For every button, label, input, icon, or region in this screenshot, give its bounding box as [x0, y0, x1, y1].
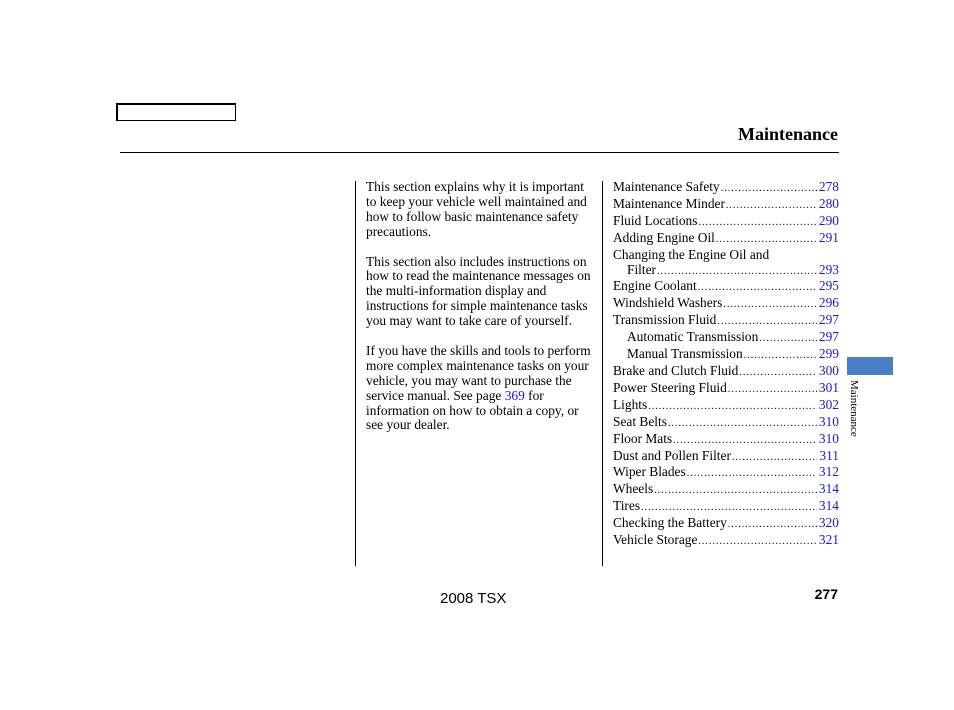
- intro-paragraph-3-before: If you have the skills and tools to perform more complex maintenance tasks on your vehicle, you may want to purchase the service manual. See page: [366, 342, 591, 403]
- toc-page-link[interactable]: 280: [818, 195, 839, 211]
- toc-page-link[interactable]: 296: [818, 295, 839, 311]
- toc-entry[interactable]: [613, 214, 839, 231]
- page-link-369[interactable]: 369: [504, 387, 525, 403]
- toc-entry[interactable]: [613, 381, 839, 398]
- nav-button-box[interactable]: [116, 103, 236, 121]
- column-divider-right: [602, 181, 603, 566]
- intro-text: [366, 180, 596, 448]
- toc-leader-dots: [698, 535, 817, 550]
- toc-leader-dots: [654, 484, 817, 499]
- toc-leader-dots: [648, 400, 817, 415]
- toc-entry[interactable]: [613, 432, 839, 449]
- toc-entry[interactable]: [613, 313, 839, 330]
- toc-leader-dots: [687, 467, 817, 482]
- toc-entry[interactable]: [613, 279, 839, 296]
- toc-page-link[interactable]: 314: [818, 498, 839, 514]
- toc-page-link[interactable]: 278: [818, 179, 839, 194]
- toc-label: Seat Belts: [613, 413, 667, 429]
- toc-leader-dots: [728, 518, 817, 533]
- toc-entry[interactable]: [613, 516, 839, 533]
- toc-entry[interactable]: [613, 347, 839, 364]
- toc-page-link[interactable]: 290: [818, 212, 839, 228]
- toc-label: Changing the Engine Oil and: [613, 246, 770, 262]
- toc-entry[interactable]: [613, 533, 839, 550]
- toc-label: Engine Coolant: [613, 278, 697, 294]
- toc-leader-dots: [641, 501, 817, 516]
- toc-label: Floor Mats: [613, 430, 673, 446]
- toc-label: Adding Engine Oil: [613, 229, 715, 245]
- column-divider-left: [355, 181, 356, 566]
- toc-leader-dots: [726, 199, 817, 214]
- toc-leader-dots: [728, 383, 817, 398]
- toc-entry[interactable]: [613, 465, 839, 482]
- toc-page-link[interactable]: 291: [818, 229, 839, 245]
- toc-page-link[interactable]: 300: [818, 362, 839, 378]
- toc-leader-dots: [657, 265, 817, 280]
- toc-page-link[interactable]: 311: [819, 447, 839, 463]
- toc-page-link[interactable]: 301: [818, 379, 839, 395]
- toc-page-link[interactable]: 314: [818, 481, 839, 497]
- toc-entry[interactable]: [613, 296, 839, 313]
- toc-entry[interactable]: [613, 398, 839, 415]
- toc-entry[interactable]: [613, 449, 839, 466]
- toc-label: Tires: [613, 498, 641, 514]
- toc-page-link[interactable]: 320: [818, 515, 839, 531]
- toc-page-link[interactable]: 297: [818, 329, 839, 345]
- toc-leader-dots: [739, 366, 817, 381]
- toc-leader-dots: [673, 434, 817, 449]
- toc-entry[interactable]: [613, 330, 839, 347]
- table-of-contents: [613, 180, 839, 550]
- intro-paragraph-3: [366, 344, 596, 433]
- toc-label: Transmission Fluid: [613, 312, 717, 328]
- section-tab[interactable]: [847, 357, 893, 375]
- toc-page-link[interactable]: 299: [818, 346, 839, 362]
- intro-paragraph-3-after: for information on how to obtain a copy, or see your dealer.: [366, 387, 579, 433]
- toc-label: Wheels: [613, 481, 654, 497]
- footer-model: 2008 TSX: [440, 590, 507, 607]
- toc-label: Lights: [613, 396, 648, 412]
- intro-paragraph-2: This section also includes instructions on how to read the maintenance messages on the multi-information display and instructions for simple maintenance tasks you may want to take care of yourself.: [366, 253, 591, 329]
- toc-label: Vehicle Storage: [613, 532, 698, 548]
- toc-label: Brake and Clutch Fluid: [613, 362, 739, 378]
- toc-entry[interactable]: [613, 263, 839, 280]
- toc-label: Manual Transmission: [627, 346, 743, 362]
- toc-entry[interactable]: [613, 364, 839, 381]
- toc-leader-dots: [744, 349, 817, 364]
- toc-entry-continued: [613, 248, 839, 263]
- toc-page-link[interactable]: 321: [818, 532, 839, 548]
- page-title: Maintenance: [738, 124, 838, 144]
- toc-page-link[interactable]: 302: [818, 396, 839, 412]
- toc-entry[interactable]: [613, 231, 839, 248]
- toc-entry[interactable]: [613, 499, 839, 516]
- toc-leader-dots: [759, 332, 817, 347]
- toc-label: Wiper Blades: [613, 464, 686, 480]
- toc-leader-dots: [717, 315, 817, 330]
- toc-page-link[interactable]: 293: [818, 261, 839, 277]
- toc-label: Power Steering Fluid: [613, 379, 727, 395]
- toc-label: Fluid Locations: [613, 212, 698, 228]
- toc-label: Windshield Washers: [613, 295, 723, 311]
- toc-entry[interactable]: [613, 415, 839, 432]
- toc-entry[interactable]: [613, 180, 839, 197]
- toc-leader-dots: [698, 281, 817, 296]
- toc-label: Automatic Transmission: [627, 329, 759, 345]
- toc-leader-dots: [698, 216, 816, 231]
- toc-leader-dots: [668, 417, 817, 432]
- header-rule: [120, 152, 839, 153]
- toc-entry[interactable]: [613, 482, 839, 499]
- section-tab-label: Maintenance: [848, 380, 860, 437]
- toc-label: Dust and Pollen Filter: [613, 447, 731, 463]
- toc-leader-dots: [732, 451, 817, 466]
- toc-entry[interactable]: [613, 197, 839, 214]
- toc-label: Maintenance Safety: [613, 179, 720, 194]
- toc-page-link[interactable]: 312: [818, 464, 839, 480]
- toc-leader-dots: [716, 233, 817, 248]
- toc-label: Filter: [627, 261, 657, 277]
- toc-label: Maintenance Minder: [613, 195, 725, 211]
- toc-page-link[interactable]: 310: [818, 413, 839, 429]
- toc-page-link[interactable]: 310: [818, 430, 839, 446]
- toc-leader-dots: [723, 298, 817, 313]
- toc-page-link[interactable]: 297: [818, 312, 839, 328]
- toc-label: Checking the Battery: [613, 515, 727, 531]
- toc-leader-dots: [721, 182, 817, 197]
- intro-paragraph-1: This section explains why it is important to keep your vehicle well maintained and how to follow basic maintenance safety precautions.: [366, 179, 587, 239]
- toc-page-link[interactable]: 295: [818, 278, 839, 294]
- page-number: 277: [814, 586, 838, 602]
